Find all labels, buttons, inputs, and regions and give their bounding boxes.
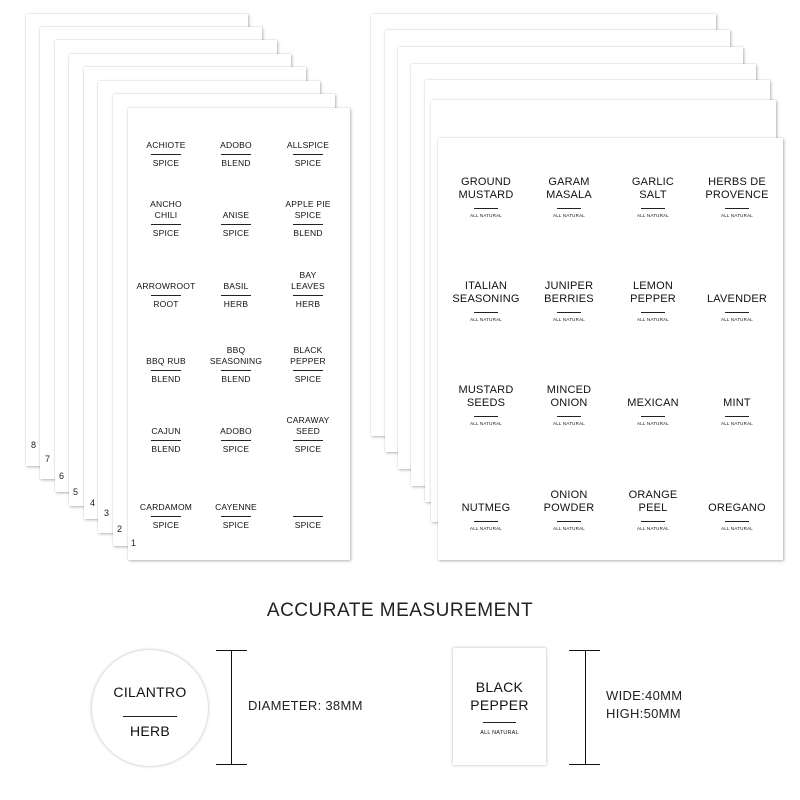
spice-label-category: SPICE xyxy=(152,158,180,168)
spice-label-category: BLEND xyxy=(151,374,181,384)
spice-label-divider xyxy=(557,208,581,209)
spice-label-name: JUNIPER BERRIES xyxy=(544,280,594,305)
spice-label-category: SPICE xyxy=(294,444,322,454)
square-label-sample xyxy=(453,648,546,765)
sheet-number: 6 xyxy=(59,471,65,481)
spice-label xyxy=(692,481,782,537)
diameter-ruler xyxy=(231,650,232,765)
right-front-sheet xyxy=(438,138,783,560)
spice-label-divider xyxy=(725,416,749,417)
sheet-number: 2 xyxy=(117,524,123,534)
spice-label-divider xyxy=(151,295,181,296)
spice-label xyxy=(524,168,614,224)
spice-label-divider xyxy=(293,370,323,371)
spice-label xyxy=(273,255,343,311)
spice-label-name: ADOBO xyxy=(220,140,252,150)
spice-label-divider xyxy=(293,154,323,155)
size-ruler-bottom-cap xyxy=(569,764,600,765)
spice-label-name: OREGANO xyxy=(708,502,766,514)
spice-label-note: ALL NATURAL xyxy=(553,213,585,218)
spice-label-divider xyxy=(151,370,181,371)
spice-label-name: ITALIAN SEASONING xyxy=(452,280,520,305)
width-text: WIDE:40MM xyxy=(606,688,683,703)
spice-label-divider xyxy=(641,208,665,209)
spice-label-name: ORANGE PEEL xyxy=(628,489,678,514)
spice-label-divider xyxy=(151,516,181,517)
spice-label-name: BBQ SEASONING xyxy=(209,345,263,366)
spice-label-note: ALL NATURAL xyxy=(553,526,585,531)
spice-label xyxy=(201,114,271,170)
round-sample-category: HERB xyxy=(129,723,171,739)
spice-label-divider xyxy=(557,521,581,522)
spice-label-category: SPICE xyxy=(294,374,322,384)
spice-label-name: GARLIC SALT xyxy=(631,176,675,201)
spice-label xyxy=(273,476,343,532)
spice-label-note: ALL NATURAL xyxy=(637,213,669,218)
spice-label-divider xyxy=(221,154,251,155)
spice-label xyxy=(201,400,271,456)
spice-label xyxy=(524,481,614,537)
spice-label xyxy=(692,376,782,432)
sheet-number: 5 xyxy=(73,487,79,497)
spice-label-divider xyxy=(474,416,498,417)
spice-label xyxy=(201,476,271,532)
spice-label-divider xyxy=(151,154,181,155)
spice-label xyxy=(524,272,614,328)
spice-label-note: ALL NATURAL xyxy=(721,421,753,426)
spice-label xyxy=(441,481,531,537)
spice-label xyxy=(273,114,343,170)
round-label-sample xyxy=(92,650,208,766)
spice-label xyxy=(131,400,201,456)
spice-label xyxy=(273,400,343,456)
diameter-ruler-top-cap xyxy=(216,650,247,651)
spice-label xyxy=(524,376,614,432)
spice-label xyxy=(201,255,271,311)
spice-label-note: ALL NATURAL xyxy=(721,213,753,218)
spice-label-divider xyxy=(221,440,251,441)
spice-label-name: ALLSPICE xyxy=(286,140,330,150)
spice-label-category: SPICE xyxy=(294,158,322,168)
spice-label xyxy=(273,330,343,386)
spice-label-divider xyxy=(474,208,498,209)
spice-label xyxy=(441,376,531,432)
spice-label-divider xyxy=(151,224,181,225)
size-ruler xyxy=(585,650,586,765)
spice-label-note: ALL NATURAL xyxy=(553,421,585,426)
spice-label-divider xyxy=(293,516,323,517)
spice-label-divider xyxy=(293,440,323,441)
spice-label-name: MEXICAN xyxy=(627,397,679,409)
spice-label xyxy=(441,272,531,328)
spice-label-name: NUTMEG xyxy=(461,502,511,514)
spice-label-category: SPICE xyxy=(222,520,250,530)
spice-label-name: CARDAMOM xyxy=(139,502,193,512)
spice-label-note: ALL NATURAL xyxy=(470,213,502,218)
spice-label-name: BASIL xyxy=(223,281,249,291)
spice-label-name: ARROWROOT xyxy=(136,281,196,291)
square-sample-note: ALL NATURAL xyxy=(480,730,519,736)
spice-label-category: BLEND xyxy=(293,228,323,238)
spice-label xyxy=(273,184,343,240)
spice-label-divider xyxy=(725,312,749,313)
spice-label-name: ANCHO CHILI xyxy=(150,199,182,220)
spice-label xyxy=(441,168,531,224)
spice-label-name: BAY LEAVES xyxy=(291,270,325,291)
spice-label-divider xyxy=(293,224,323,225)
spice-label xyxy=(608,168,698,224)
spice-label-name: MINCED ONION xyxy=(546,384,592,409)
spice-label-note: ALL NATURAL xyxy=(637,317,669,322)
spice-label-divider xyxy=(474,521,498,522)
spice-label-divider xyxy=(151,440,181,441)
spice-label-divider xyxy=(725,521,749,522)
spice-label-note: ALL NATURAL xyxy=(470,421,502,426)
spice-label-name: BLACK PEPPER xyxy=(290,345,326,366)
spice-label xyxy=(692,168,782,224)
spice-label-category: SPICE xyxy=(152,228,180,238)
spice-label-name: ANISE xyxy=(222,210,250,220)
spice-label-name: MINT xyxy=(723,397,751,409)
spice-label-divider xyxy=(557,416,581,417)
left-front-sheet xyxy=(128,108,350,560)
spice-label-note: ALL NATURAL xyxy=(470,526,502,531)
spice-label-divider xyxy=(557,312,581,313)
spice-label-note: ALL NATURAL xyxy=(637,526,669,531)
spice-label-name: APPLE PIE SPICE xyxy=(285,199,331,220)
spice-label-name: LEMON PEPPER xyxy=(630,280,676,305)
spice-label-category: BLEND xyxy=(221,158,251,168)
spice-label-name: MUSTARD SEEDS xyxy=(458,384,514,409)
diameter-ruler-bottom-cap xyxy=(216,764,247,765)
spice-label-category: SPICE xyxy=(222,444,250,454)
spice-label-name: ADOBO xyxy=(220,426,252,436)
spice-label-note: ALL NATURAL xyxy=(637,421,669,426)
spice-label xyxy=(131,330,201,386)
spice-label-divider xyxy=(641,312,665,313)
spice-label-divider xyxy=(293,295,323,296)
height-text: HIGH:50MM xyxy=(606,706,681,721)
sheet-number: 8 xyxy=(31,440,37,450)
spice-label-note: ALL NATURAL xyxy=(721,526,753,531)
spice-label-category: BLEND xyxy=(151,444,181,454)
spice-label-name: CARAWAY SEED xyxy=(286,415,330,436)
spice-label-name: ACHIOTE xyxy=(146,140,186,150)
spice-label xyxy=(201,184,271,240)
spice-label-name: LAVENDER xyxy=(706,293,768,305)
spice-label-divider xyxy=(221,295,251,296)
sheet-number: 7 xyxy=(45,454,51,464)
spice-label xyxy=(131,476,201,532)
spice-label-category: HERB xyxy=(295,299,321,309)
spice-label-note: ALL NATURAL xyxy=(553,317,585,322)
spice-label-name: CAYENNE xyxy=(215,502,257,512)
spice-label-divider xyxy=(221,370,251,371)
spice-label-name: GARAM MASALA xyxy=(546,176,592,201)
sheet-number: 1 xyxy=(131,538,137,548)
sheet-number: 3 xyxy=(104,508,110,518)
spice-label-divider xyxy=(641,416,665,417)
round-sample-name: CILANTRO xyxy=(113,684,187,700)
spice-label-name: HERBS DE PROVENCE xyxy=(705,176,769,201)
spice-label xyxy=(131,184,201,240)
spice-label xyxy=(131,255,201,311)
spice-label xyxy=(131,114,201,170)
spice-label-name: ONION POWDER xyxy=(543,489,595,514)
diameter-text: DIAMETER: 38MM xyxy=(248,698,363,713)
square-sample-divider xyxy=(483,722,516,723)
spice-label-divider xyxy=(474,312,498,313)
square-sample-name: BLACK PEPPER xyxy=(470,679,529,713)
spice-label xyxy=(608,376,698,432)
spice-label-category: SPICE xyxy=(152,520,180,530)
spice-label-name: GROUND MUSTARD xyxy=(458,176,514,201)
size-ruler-top-cap xyxy=(569,650,600,651)
spice-label-category: ROOT xyxy=(153,299,179,309)
spice-label-divider xyxy=(221,516,251,517)
spice-label-divider xyxy=(641,521,665,522)
spice-label-name: BBQ RUB xyxy=(146,356,186,366)
spice-label xyxy=(608,272,698,328)
spice-label-category: SPICE xyxy=(222,228,250,238)
spice-label-divider xyxy=(725,208,749,209)
round-sample-divider xyxy=(123,716,177,717)
spice-label xyxy=(608,481,698,537)
measurement-heading: ACCURATE MEASUREMENT xyxy=(266,600,534,621)
spice-label-divider xyxy=(221,224,251,225)
spice-label-category: HERB xyxy=(223,299,249,309)
spice-label-name: CAJUN xyxy=(151,426,181,436)
sheet-number: 4 xyxy=(90,498,96,508)
spice-label xyxy=(692,272,782,328)
spice-label xyxy=(201,330,271,386)
spice-label-note: ALL NATURAL xyxy=(470,317,502,322)
spice-label-note: ALL NATURAL xyxy=(721,317,753,322)
spice-label-category: SPICE xyxy=(294,520,322,530)
spice-label-category: BLEND xyxy=(221,374,251,384)
